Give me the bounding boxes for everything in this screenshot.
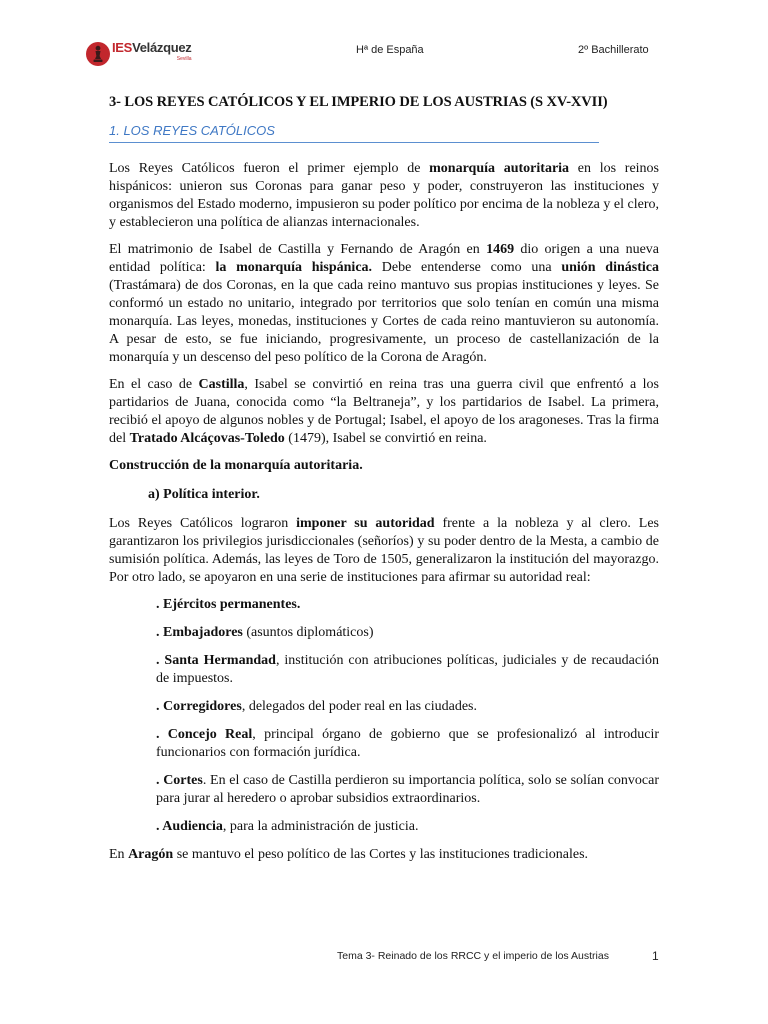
document-title: 3- LOS REYES CATÓLICOS Y EL IMPERIO DE LOS AUSTRIAS (S XV-XVII) [109, 94, 608, 110]
paragraph-2: El matrimonio de Isabel de Castilla y Fernando de Aragón en 1469 dio origen a una nueva entidad política: la monarquía hispánica. Debe entenderse como una unión dinástica (Trastámara) de dos Coronas, en la que cada reino mantuvo sus propias instituciones y leyes. Se conformó un estado no unitario, integrado por territorios que solo tenían en común una misma monarquía. Las leyes, monedas, instituciones y Cortes de cada reino mantuvieron su autonomía. A pesar de esto, se fue iniciando, progresivamente, un proceso de castellanización de la monarquía y un descenso del peso político de la Corona de Aragón. [109, 242, 659, 365]
institution-item: . Ejércitos permanentes. [156, 597, 301, 612]
paragraph-1: Los Reyes Católicos fueron el primer ejemplo de monarquía autoritaria en los reinos hispánicos: unieron sus Coronas para ganar peso y poder, construyeron las instituciones y organismos del Estado moderno, impusieron su poder político por encima de la nobleza y el clero, y establecieron una política de alianzas internacionales. [109, 161, 659, 230]
paragraph-4: Los Reyes Católicos lograron imponer su autoridad frente a la nobleza y al clero. Les garantizaron los privilegios jurisdiccionales (señoríos) y su poder dentro de la Mesta, a cambio de sumisión política. Además, las leyes de Toro de 1505, generalizaron la institución del mayorazgo. Por otro lado, se apoyaron en una serie de instituciones para afirmar su autoridad real: [109, 516, 659, 585]
footer-text: Tema 3- Reinado de los RRCC y el imperio de los Austrias [337, 950, 609, 962]
institution-item: . Corregidores, delegados del poder real en las ciudades. [156, 699, 477, 714]
section-title: 1. LOS REYES CATÓLICOS [109, 123, 599, 143]
institution-item: . Cortes. En el caso de Castilla perdieron su importancia política, solo se solían convocar para jurar al heredero o aprobar subsidios extraordinarios. [156, 773, 659, 806]
subheading-monarquia: Construcción de la monarquía autoritaria. [109, 458, 363, 473]
paragraph-5: En Aragón se mantuvo el peso político de las Cortes y las instituciones tradicionales. [109, 847, 589, 862]
school-logo [86, 40, 192, 64]
logo-text [112, 40, 192, 62]
document-body [109, 94, 659, 873]
subheading-politica-interior: a) Política interior. [148, 487, 260, 502]
header-subject: Hª de España [356, 44, 424, 56]
logo-city: Sevilla [176, 56, 192, 62]
paragraph-3: En el caso de Castilla, Isabel se convirtió en reina tras una guerra civil que enfrentó a los partidarios de Juana, conocida como “la Beltraneja”, y los partidarios de Isabel. La primera, recibió el apoyo de algunos nobles y de Portugal; Isabel, el apoyo de los aragoneses. Tras la firma del Tratado Alcáçovas-Toledo (1479), Isabel se convirtió en reina. [109, 377, 659, 446]
page-number: 1 [652, 949, 659, 963]
institution-item: . Santa Hermandad, institución con atribuciones políticas, judiciales y de recaudación de impuestos. [156, 653, 660, 686]
institution-item: . Audiencia, para la administración de justicia. [156, 819, 419, 834]
institution-item: . Concejo Real, principal órgano de gobierno que se profesionalizó al introducir funcionarios con formación jurídica. [156, 727, 659, 760]
institution-item: . Embajadores (asuntos diplomáticos) [156, 625, 374, 640]
logo-ies: IES [112, 40, 133, 55]
logo-name: Velázquez [132, 40, 192, 55]
header-course: 2º Bachillerato [578, 44, 649, 56]
chess-piece-icon [86, 42, 110, 66]
